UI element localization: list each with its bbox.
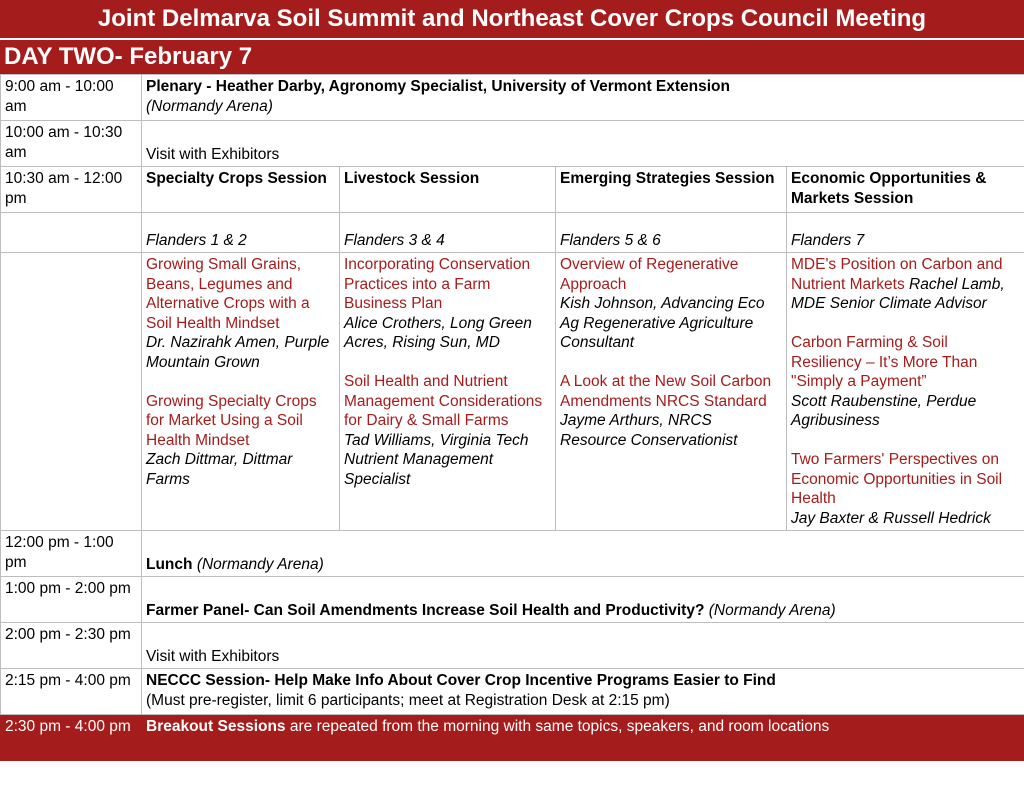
exhibitors-text: Visit with Exhibitors xyxy=(142,121,1024,167)
talk-entry xyxy=(791,255,1020,314)
empty-cell xyxy=(1,253,142,531)
time-cell: 2:00 pm - 2:30 pm xyxy=(1,623,142,669)
talk-title: Carbon Farming & Soil Resiliency – It’s More Than "Simply a Payment” xyxy=(791,334,978,390)
talk-title: Growing Small Grains, Beans, Legumes and Alternative Crops with a Soil Health Mindset xyxy=(146,256,310,332)
breakout-text: are repeated from the morning with same topics, speakers, and room locations xyxy=(285,718,830,735)
talk-title: Growing Specialty Crops for Market Using a Soil Health Mindset xyxy=(146,392,317,449)
plenary-row xyxy=(1,75,1024,121)
panel-location: (Normandy Arena) xyxy=(708,601,836,619)
neccc-title: NECCC Session- Help Make Info About Cover Crop Incentive Programs Easier to Find xyxy=(146,672,776,689)
talk-speaker: Jay Baxter & Russell Hedrick xyxy=(791,509,991,527)
plenary-title: Plenary - Heather Darby, Agronomy Specialist, University of Vermont Extension xyxy=(146,78,730,95)
schedule-table xyxy=(0,74,1024,761)
plenary-cell xyxy=(142,75,1024,121)
session-header: Specialty Crops Session xyxy=(142,167,340,213)
talk-title: A Look at the New Soil Carbon Amendments NRCS Standard xyxy=(560,373,772,410)
day-heading: DAY TWO- February 7 xyxy=(0,40,1024,74)
talk-title: Two Farmers' Perspectives on Economic Opportunities in Soil Health xyxy=(791,451,1003,507)
time-cell: 10:00 am - 10:30 am xyxy=(1,121,142,167)
panel-cell xyxy=(142,577,1024,623)
talks-cell-economic xyxy=(787,253,1024,531)
neccc-note: (Must pre-register, limit 6 participants; meet at Registration Desk at 2:15 pm) xyxy=(146,691,670,709)
room-label: Flanders 5 & 6 xyxy=(556,213,787,253)
room-row xyxy=(1,213,1024,253)
panel-row xyxy=(1,577,1024,623)
lunch-location: (Normandy Arena) xyxy=(196,555,324,573)
panel-title: Farmer Panel- Can Soil Amendments Increase Soil Health and Productivity? xyxy=(146,601,705,619)
talk-speaker: Dr. Nazirahk Amen, Purple Mountain Grown xyxy=(146,334,330,371)
talk-speaker: Jayme Arthurs, NRCS Resource Conservationist xyxy=(560,412,738,449)
time-cell: 10:30 am - 12:00 pm xyxy=(1,167,142,213)
talk-speaker: Tad Williams, Virginia Tech Nutrient Management Specialist xyxy=(344,431,529,488)
talk-speaker: Kish Johnson, Advancing Eco Ag Regenerative Agriculture Consultant xyxy=(560,295,765,351)
breakout-label: Breakout Sessions xyxy=(146,718,286,735)
lunch-cell xyxy=(142,531,1024,577)
talks-cell-livestock xyxy=(340,253,556,531)
exhibitors-row xyxy=(1,121,1024,167)
time-cell: 2:30 pm - 4:00 pm xyxy=(1,715,142,761)
session-header: Livestock Session xyxy=(340,167,556,213)
talk-speaker: Zach Dittmar, Dittmar Farms xyxy=(146,451,293,488)
talks-row xyxy=(1,253,1024,531)
session-header: Emerging Strategies Session xyxy=(556,167,787,213)
neccc-cell xyxy=(142,669,1024,715)
lunch-label: Lunch xyxy=(146,555,193,573)
lunch-row xyxy=(1,531,1024,577)
session-header-row xyxy=(1,167,1024,213)
talk-speaker: Alice Crothers, Long Green Acres, Rising Sun, MD xyxy=(344,314,532,351)
talk-speaker: Rachel Lamb, MDE Senior Climate Advisor xyxy=(791,275,1005,312)
exhibitors-text: Visit with Exhibitors xyxy=(142,623,1024,669)
talk-title: MDE's Position on Carbon and Nutrient Markets xyxy=(791,256,1003,293)
time-cell: 2:15 pm - 4:00 pm xyxy=(1,669,142,715)
neccc-row xyxy=(1,669,1024,715)
talks-cell-emerging xyxy=(556,253,787,531)
room-label: Flanders 7 xyxy=(787,213,1024,253)
talk-title: Soil Health and Nutrient Management Considerations for Dairy & Small Farms xyxy=(344,373,543,429)
session-header: Economic Opportunities & Markets Session xyxy=(787,167,1024,213)
room-label: Flanders 1 & 2 xyxy=(142,213,340,253)
talks-cell-specialty xyxy=(142,253,340,531)
talk-title: Overview of Regenerative Approach xyxy=(560,256,739,293)
exhibitors-row xyxy=(1,623,1024,669)
time-cell: 1:00 pm - 2:00 pm xyxy=(1,577,142,623)
empty-cell xyxy=(1,213,142,253)
page-title: Joint Delmarva Soil Summit and Northeast Cover Crops Council Meeting xyxy=(0,0,1024,40)
time-cell: 12:00 pm - 1:00 pm xyxy=(1,531,142,577)
plenary-location: (Normandy Arena) xyxy=(146,97,273,115)
room-label: Flanders 3 & 4 xyxy=(340,213,556,253)
breakout-row xyxy=(1,715,1024,761)
breakout-cell xyxy=(142,715,1024,761)
talk-speaker: Scott Raubenstine, Perdue Agribusiness xyxy=(791,392,977,429)
time-cell: 9:00 am - 10:00 am xyxy=(1,75,142,121)
talk-title: Incorporating Conservation Practices into a Farm Business Plan xyxy=(344,256,531,312)
